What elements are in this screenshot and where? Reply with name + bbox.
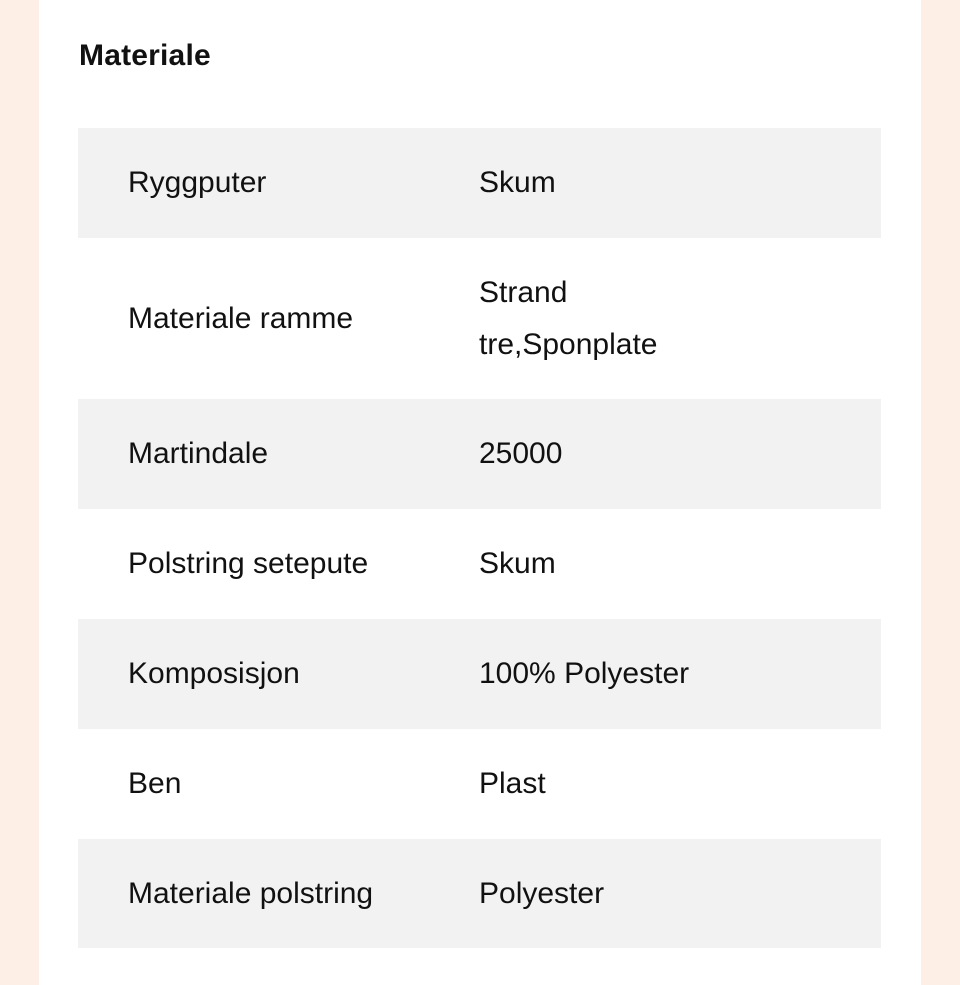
spec-value: Strand tre,Sponplate — [479, 275, 658, 361]
materials-panel — [39, 0, 921, 985]
spec-row-frame-material — [78, 238, 881, 399]
materials-spec-table — [78, 128, 881, 948]
spec-value: Skum — [479, 166, 556, 199]
spec-row-upholstery-material — [78, 839, 881, 948]
spec-row-back-cushions — [78, 128, 881, 238]
spec-label: Ben — [128, 767, 182, 800]
spec-row-martindale — [78, 399, 881, 509]
spec-label: Komposisjon — [128, 657, 300, 690]
spec-value: 100% Polyester — [479, 657, 690, 690]
spec-label: Ryggputer — [128, 166, 267, 199]
spec-row-legs — [78, 729, 881, 839]
spec-row-composition — [78, 619, 881, 729]
spec-value: 25000 — [479, 437, 563, 470]
spec-label: Martindale — [128, 437, 269, 470]
spec-value: Plast — [479, 767, 546, 800]
spec-value: Skum — [479, 547, 556, 580]
spec-label: Polstring setepute — [128, 547, 369, 580]
section-title: Materiale — [79, 39, 211, 72]
spec-label: Materiale polstring — [128, 876, 374, 910]
spec-row-seat-cushion-padding — [78, 509, 881, 619]
spec-label: Materiale ramme — [128, 301, 354, 335]
spec-value: Polyester — [479, 876, 605, 910]
